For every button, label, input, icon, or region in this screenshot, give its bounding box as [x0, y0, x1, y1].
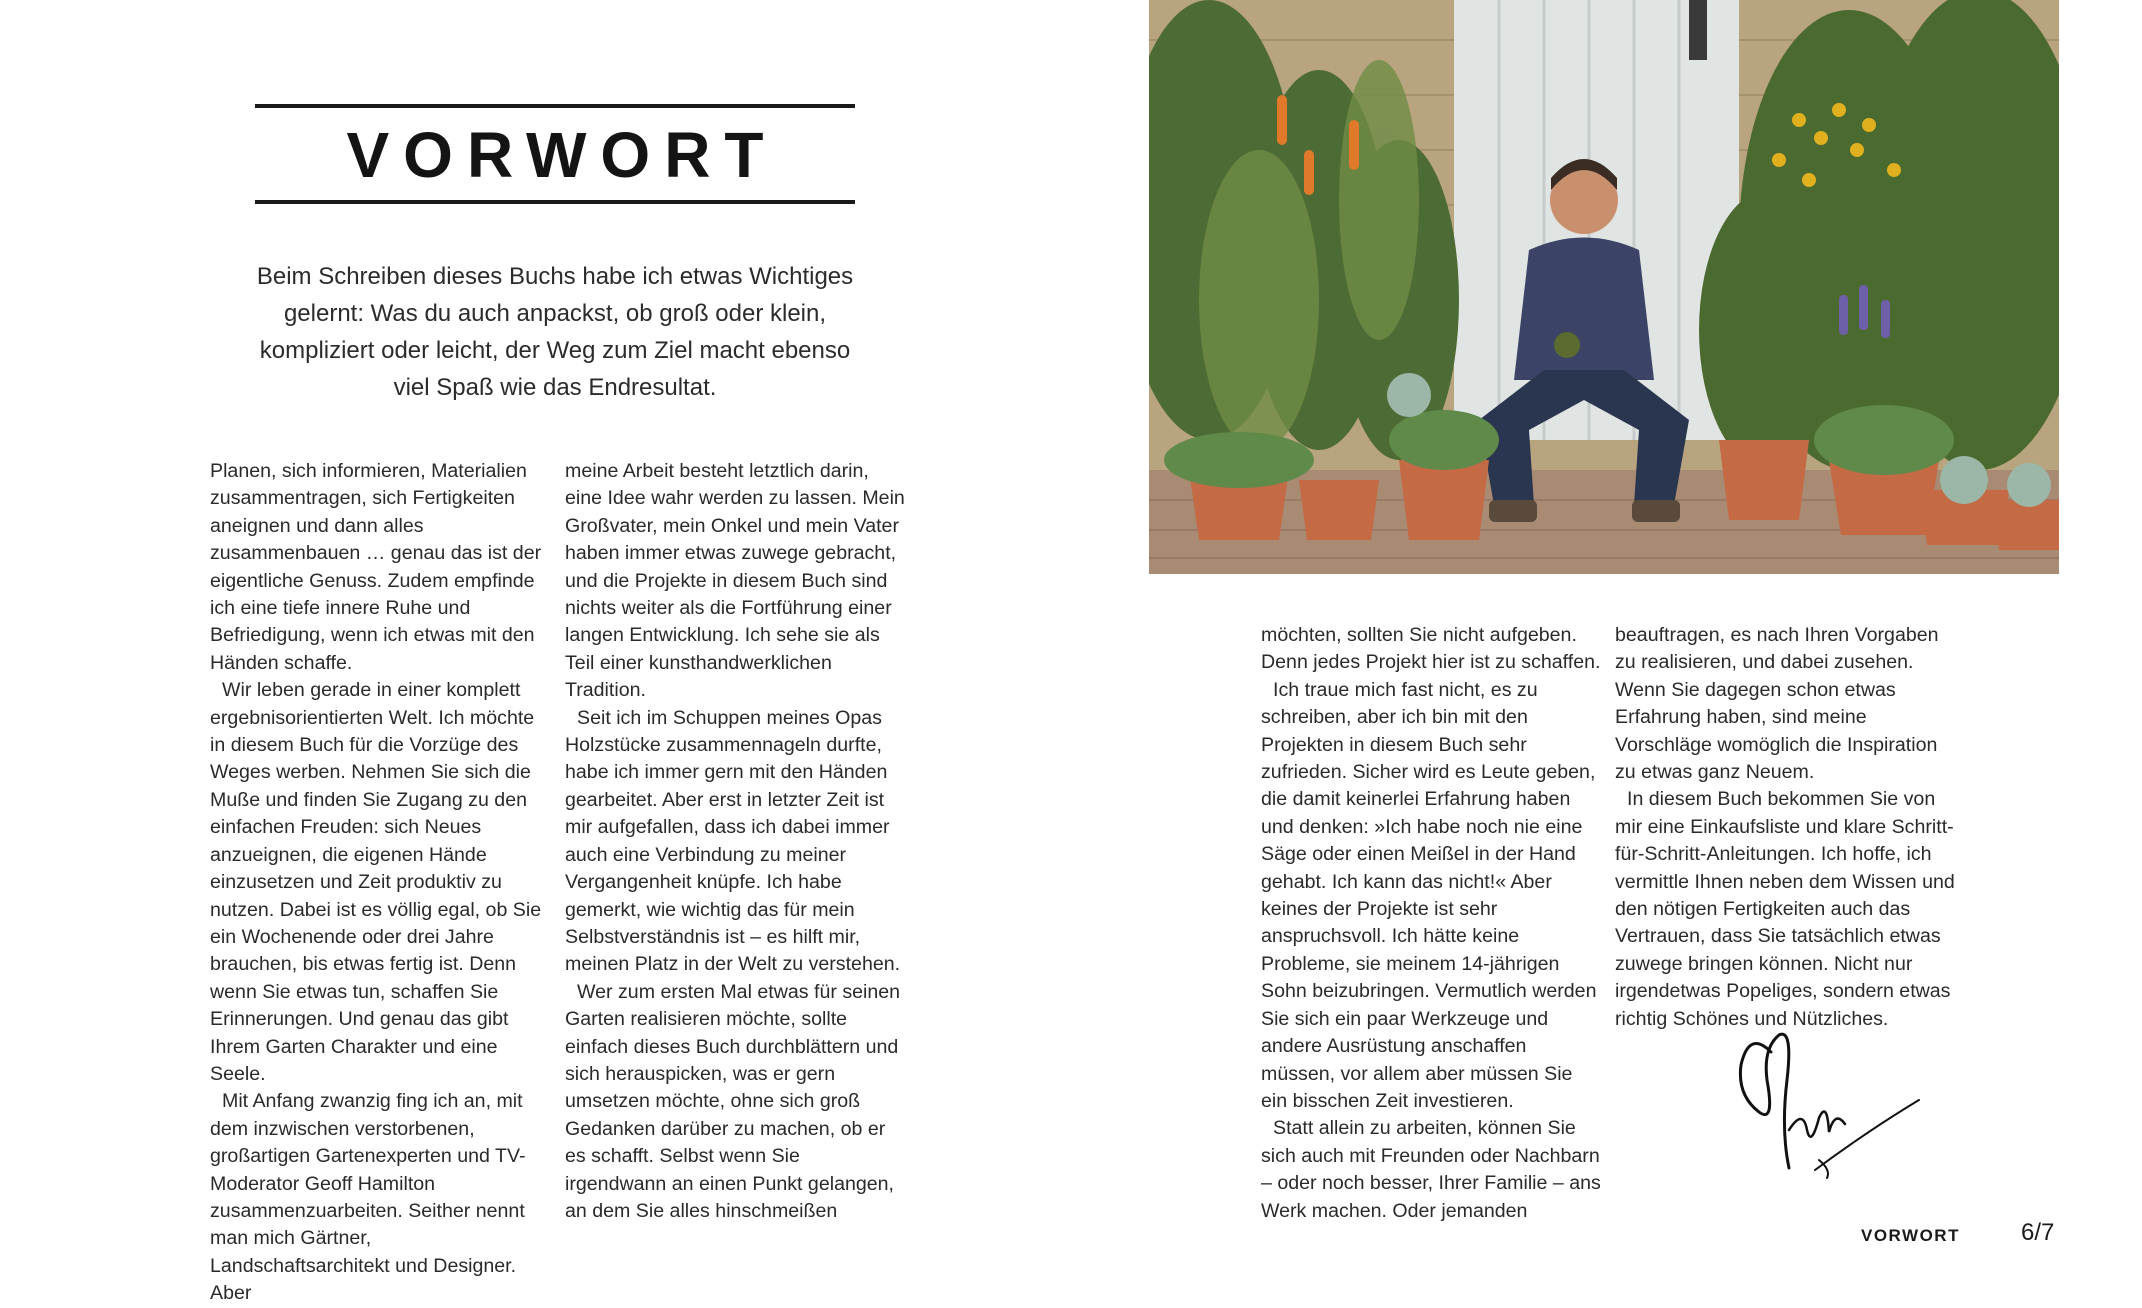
title-bottom-rule: [255, 200, 855, 204]
left-page: [0, 0, 1071, 1305]
paragraph: Wir leben gerade in einer komplett ergebnisorientierten Welt. Ich möchte in diesem Buch für die Vorzüge des Weges werben. Nehmen Sie sich die Muße und finden Sie Zugang zu den einfachen Freuden: sich Neues anzueignen, die eigenen Hände einzusetzen und Zeit produktiv zu nutzen. Dabei ist es völlig egal, ob Sie ein Wochenende oder drei Jahre brauchen, bis etwas fertig ist. Denn wenn Sie etwas tun, schaffen Sie Erinnerungen. Und genau das gibt Ihrem Garten Charakter und eine Seele.: [210, 679, 542, 1085]
paragraph: Planen, sich informieren, Materialien zusammentragen, sich Fertigkeiten aneignen und dann alles zusammenbauen … genau das ist der eigentliche Genuss. Zudem empfinde ich eine tiefe innere Ruhe und Befriedigung, wenn ich etwas mit den Händen schaffe.: [210, 460, 542, 674]
paragraph: In diesem Buch bekommen Sie von mir eine Einkaufsliste und klare Schritt-für-Schritt-Anleitungen. Ich hoffe, ich vermittle Ihnen neben dem Wissen und den nötigen Fertigkeiten auch das Vertrauen, dass Sie tatsächlich etwas zuwege bringen können. Nicht nur irgendetwas Popeliges, sondern etwas richtig Schönes und Nützliches.: [1615, 788, 1955, 1030]
paragraph: Ich traue mich fast nicht, es zu schreiben, aber ich bin mit den Projekten in diesem Buch sehr zufrieden. Sicher wird es Leute geben, die damit keinerlei Erfahrung haben und denken: »Ich habe noch nie eine Säge oder einen Meißel in der Hand gehabt. Ich kann das nicht!« Aber keines der Projekte ist sehr anspruchsvoll. Ich hätte keine Probleme, sie meinem 14-jährigen Sohn beizubringen. Vermutlich werden Sie sich ein paar Werkzeuge und andere Ausrüstung anschaffen müssen, vor allem aber müssen Sie ein bisschen Zeit investieren.: [1261, 678, 1597, 1112]
page-numbers: 6/7: [2021, 1219, 2055, 1246]
paragraph: möchten, sollten Sie nicht aufgeben. Denn jedes Projekt hier ist zu schaffen.: [1261, 624, 1601, 674]
photo-illustration: [1149, 0, 2059, 574]
author-signature: [1719, 1020, 1929, 1180]
text-column-4: [1615, 622, 1955, 1033]
running-footer: VORWORT: [1861, 1226, 1960, 1245]
paragraph: Mit Anfang zwanzig fing ich an, mit dem inzwischen verstorbenen, großartigen Gartenexperten und TV-Moderator Geoff Hamilton zusammenzuarbeiten. Seither nennt man mich Gärtner, Landschaftsarchitekt und Designer. Aber: [210, 1090, 526, 1305]
author-garden-photo: [1149, 0, 2059, 574]
paragraph: Wer zum ersten Mal etwas für seinen Garten realisieren möchte, sollte einfach dieses Buch durchblättern und sich herauspicken, was er gern umsetzen möchte, ohne sich groß Gedanken darüber zu machen, ob er es schafft. Selbst wenn Sie irgendwann an einen Punkt gelangen, an dem Sie alles hinschmeißen: [565, 980, 901, 1222]
title-block: [255, 104, 855, 204]
text-column-3: [1261, 622, 1601, 1225]
intro-paragraph: Beim Schreiben dieses Buchs habe ich etwas Wichtiges gelernt: Was du auch anpackst, ob groß oder klein, kompliziert oder leicht, der Weg zum Ziel macht ebenso viel Spaß wie das Endresultat.: [256, 263, 854, 401]
paragraph: Statt allein zu arbeiten, können Sie sich auch mit Freunden oder Nachbarn – oder noch besser, Ihrer Familie – ans Werk machen. Oder jemanden: [1261, 1117, 1601, 1222]
paragraph: Seit ich im Schuppen meines Opas Holzstücke zusammennageln durfte, habe ich immer gern mit den Händen gearbeitet. Aber erst in letzter Zeit ist mir aufgefallen, dass ich dabei immer auch eine Verbindung zu meiner Vergangenheit knüpfe. Ich habe gemerkt, wie wichtig das für mein Selbstverständnis ist – es hilft mir, meinen Platz in der Welt zu verstehen.: [565, 706, 901, 976]
text-column-2: [565, 458, 905, 1225]
paragraph: beauftragen, es nach Ihren Vorgaben zu realisieren, und dabei zusehen. Wenn Sie dagegen schon etwas Erfahrung haben, sind meine Vorschläge womöglich die Inspiration zu etwas ganz Neuem.: [1615, 624, 1939, 784]
text-column-1: [210, 458, 550, 1308]
right-page: [1071, 0, 2142, 1280]
paragraph: meine Arbeit besteht letztlich darin, eine Idee wahr werden zu lassen. Mein Großvater, mein Onkel und mein Vater haben immer etwas zuwege gebracht, und die Projekte in diesem Buch sind nichts weiter als die Fortführung einer langen Entwicklung. Ich sehe sie als Teil einer kunsthandwerklichen Tradition.: [565, 460, 905, 702]
page-title: VORWORT: [346, 119, 778, 191]
